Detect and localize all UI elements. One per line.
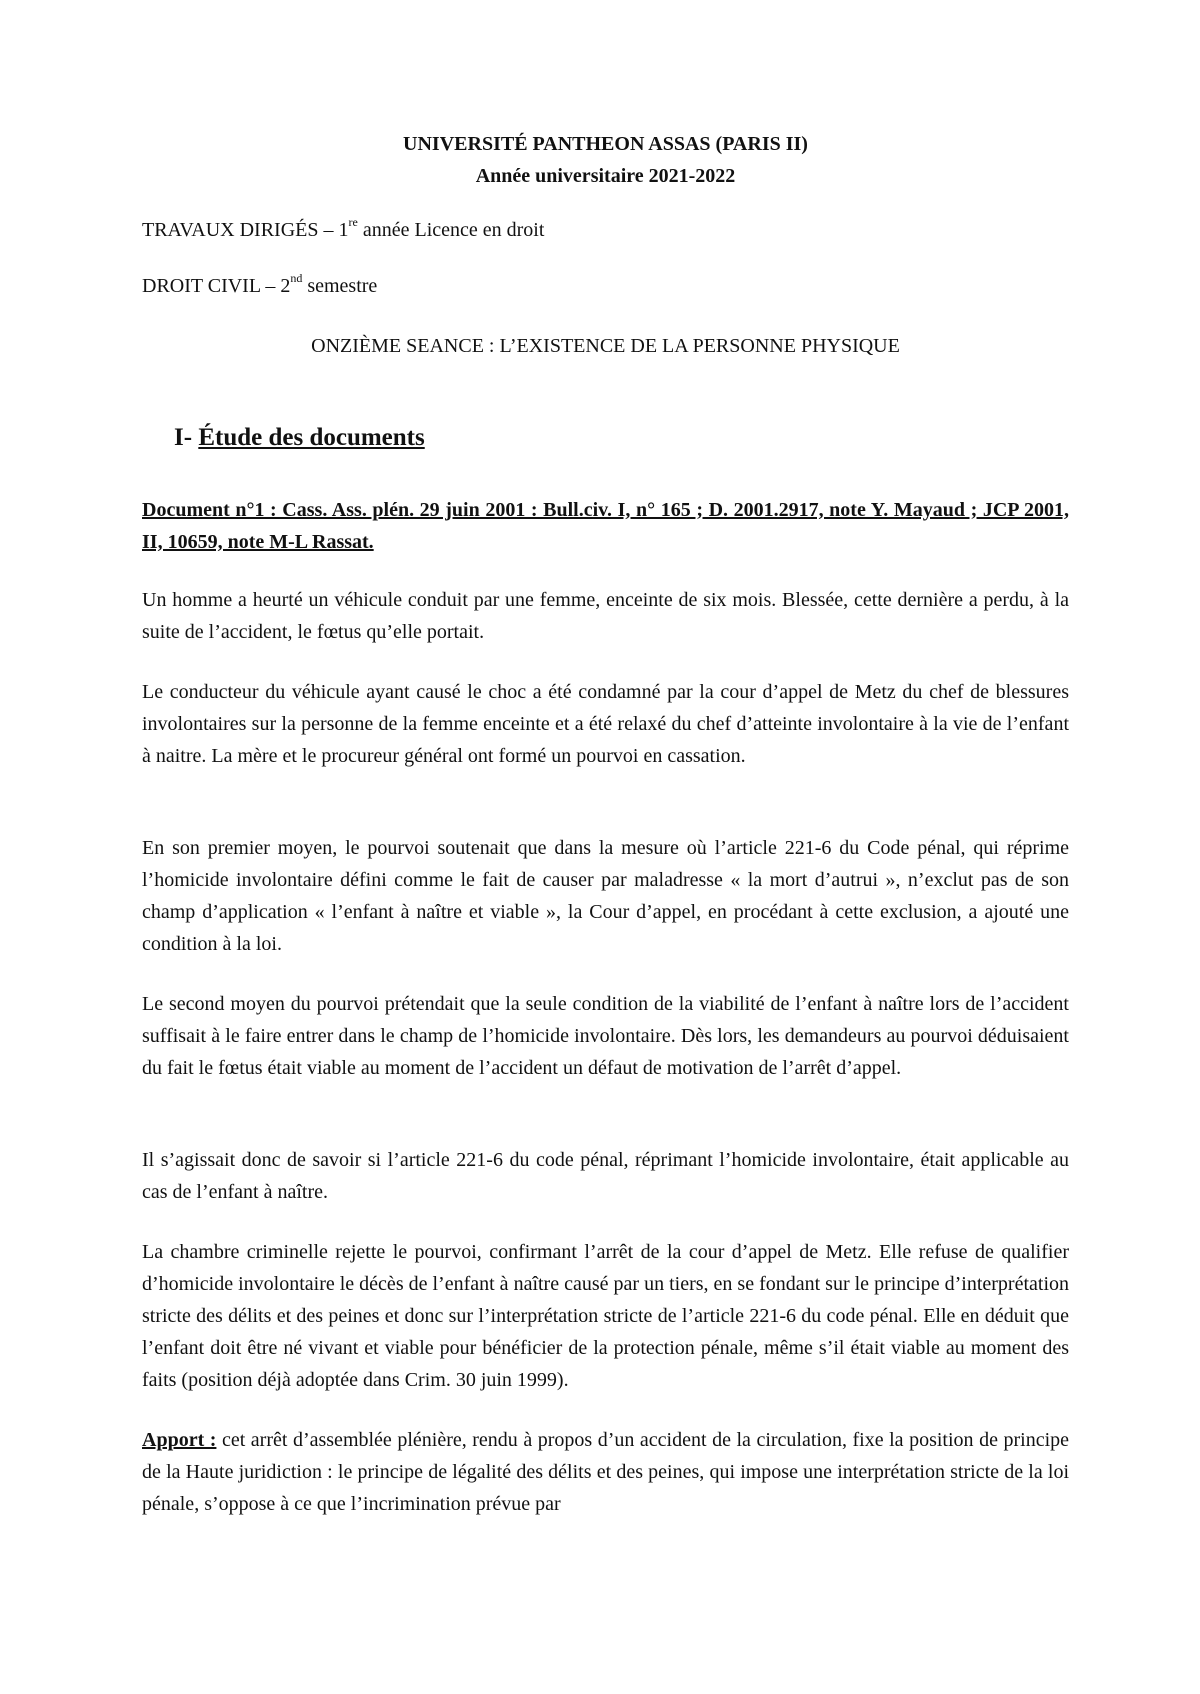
paragraph-apport (142, 1424, 1069, 1520)
section-title: Étude des documents (198, 424, 425, 451)
paragraph-first-ground: En son premier moyen, le pourvoi soutenait que dans la mesure où l’article 221-6 du Code pénal, qui réprime l’homicide involontaire défini comme le fait de causer par maladresse « la mort d’autrui », n’exclut pas de son champ d’application « l’enfant à naître et viable », la Cour d’appel, en procédant à cette exclusion, a ajouté une condition à la loi. (142, 837, 1069, 955)
document-citation: Document n°1 : Cass. Ass. plén. 29 juin 2001 : Bull.civ. I, n° 165 ; D. 2001.2917, note Y. Mayaud ; JCP 2001, II, 10659, note M-L Rassat. (142, 499, 1069, 553)
paragraph-legal-question: Il s’agissait donc de savoir si l’article 221-6 du code pénal, réprimant l’homicide involontaire, était applicable au cas de l’enfant à naître. (142, 1149, 1069, 1203)
university-name: UNIVERSITÉ PANTHEON ASSAS (PARIS II) (403, 133, 808, 155)
section-heading: I- Étude des documents (174, 424, 425, 451)
course-level-line: TRAVAUX DIRIGÉS – 1re année Licence en droit (142, 215, 545, 241)
paragraph-solution: La chambre criminelle rejette le pourvoi, confirmant l’arrêt de la cour d’appel de Metz. Elle refuse de qualifier d’homicide involontaire le décès de l’enfant à naître causé par un tiers, en se fondant sur le principe d’interprétation stricte des délits et des peines et donc sur l’interprétation stricte de l’article 221-6 du code pénal. Elle en déduit que l’enfant doit être né vivant et viable pour bénéficier de la protection pénale, même s’il était viable au moment des faits (position déjà adoptée dans Crim. 30 juin 1999). (142, 1241, 1069, 1391)
university-heading (142, 128, 1069, 192)
session-title: ONZIÈME SEANCE : L’EXISTENCE DE LA PERSONNE PHYSIQUE (311, 335, 900, 357)
apport-text: cet arrêt d’assemblée plénière, rendu à propos d’un accident de la circulation, fixe la position de principe de la Haute juridiction : le principe de légalité des délits et des peines, qui impose une interprétation stricte de la loi pénale, s’oppose à ce que l’incrimination prévue par (142, 1429, 1069, 1515)
paragraph-second-ground: Le second moyen du pourvoi prétendait que la seule condition de la viabilité de l’enfant à naître lors de l’accident suffisait à le faire entrer dans le champ de l’homicide involontaire. Dès lors, les demandeurs au pourvoi déduisaient du fait le fœtus était viable au moment de l’accident un défaut de motivation de l’arrêt d’appel. (142, 993, 1069, 1079)
paragraph-facts: Un homme a heurté un véhicule conduit par une femme, enceinte de six mois. Blessée, cette dernière a perdu, à la suite de l’accident, le fœtus qu’elle portait. (142, 589, 1069, 643)
academic-year: Année universitaire 2021-2022 (475, 165, 736, 187)
paragraph-procedure: Le conducteur du véhicule ayant causé le choc a été condamné par la cour d’appel de Metz du chef de blessures involontaires sur la personne de la femme enceinte et a été relaxé du chef d’atteinte involontaire à la vie de l’enfant à naitre. La mère et le procureur général ont formé un pourvoi en cassation. (142, 681, 1069, 767)
apport-label: Apport : (142, 1429, 217, 1451)
course-subject-line: DROIT CIVIL – 2nd semestre (142, 271, 378, 297)
